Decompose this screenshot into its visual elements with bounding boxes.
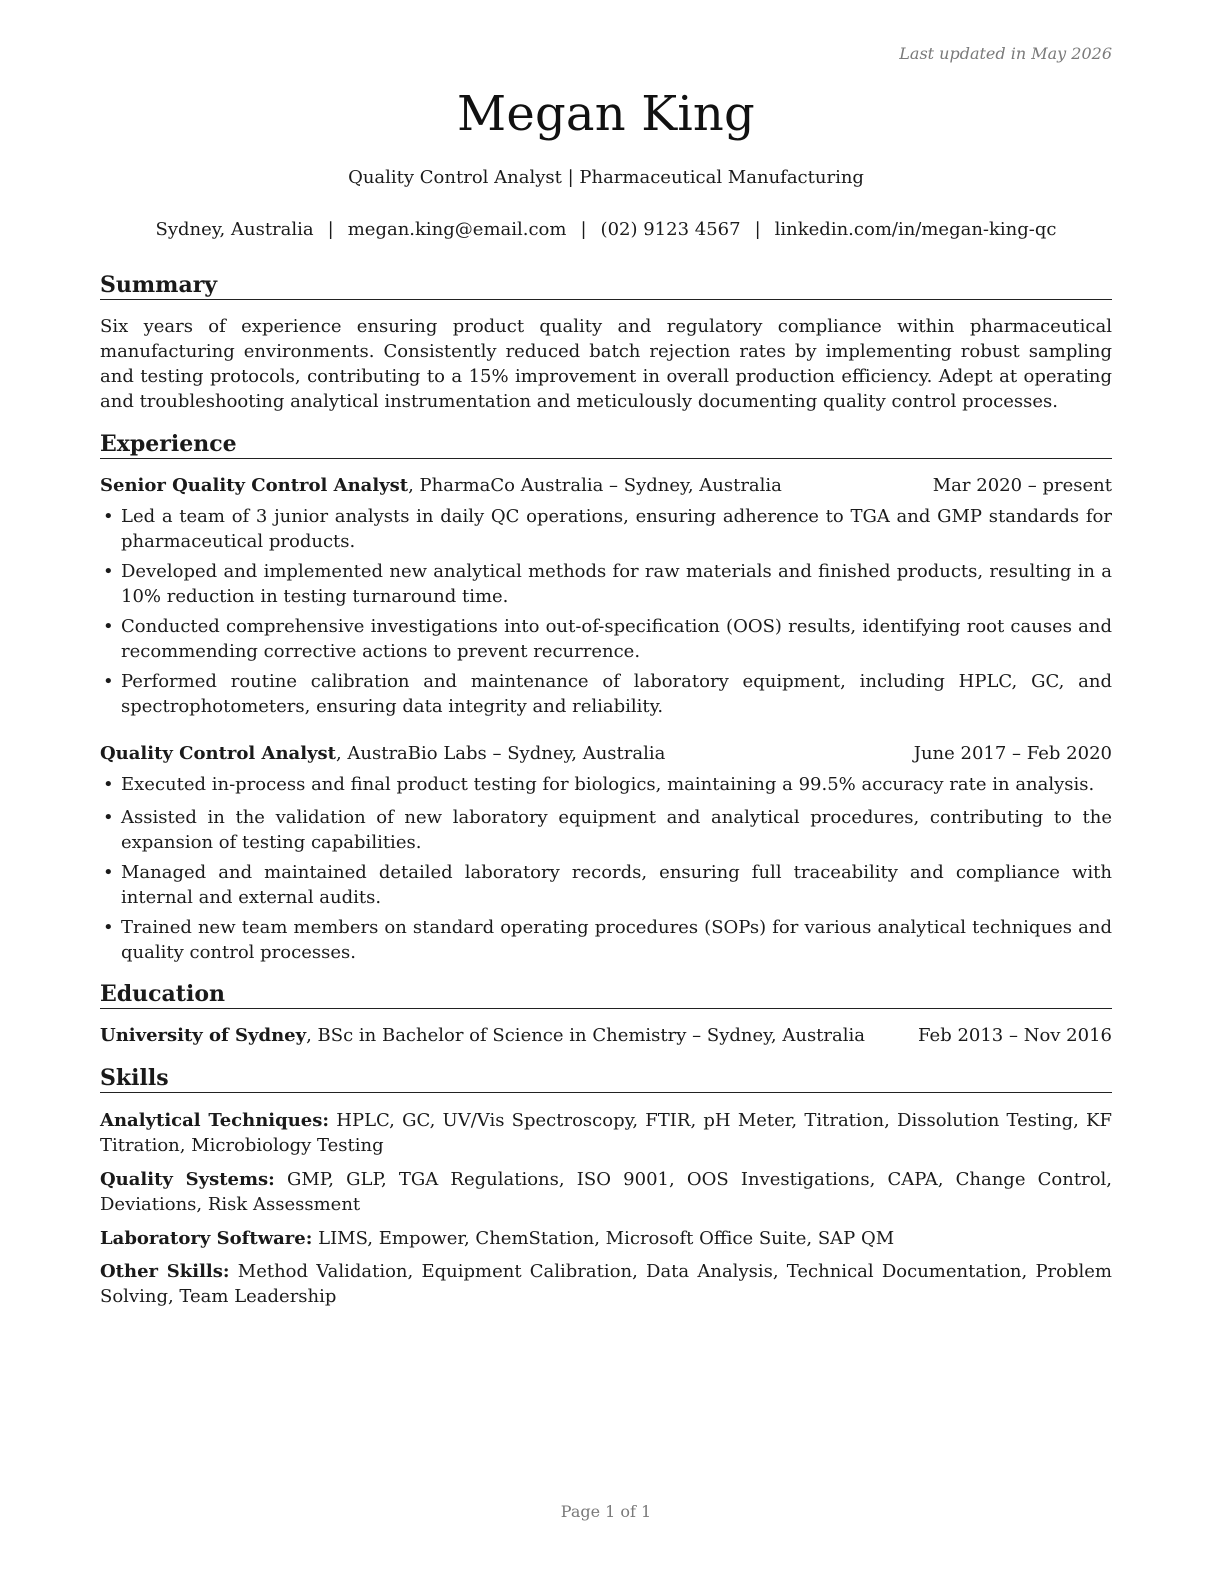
skill-values: HPLC, GC, UV/Vis Spectroscopy, FTIR, pH Meter, Titration, Dissolution Testing, KF Titration, Microbiology Testing <box>100 1110 1112 1156</box>
section-title-experience: Experience <box>100 431 1112 459</box>
job-dates: June 2017 – Feb 2020 <box>913 743 1112 764</box>
job-bullet <box>100 559 1112 609</box>
job-header <box>100 742 1112 766</box>
job-bullet-text: Managed and maintained detailed laboratory records, ensuring full traceability and compliance with internal and external audits. <box>121 862 1112 908</box>
bullet-glyph: • <box>103 671 114 692</box>
contact-separator: | <box>580 219 587 240</box>
job-employer-location: , AustraBio Labs – Sydney, Australia <box>335 743 666 764</box>
job-bullet-text: Assisted in the validation of new laboratory equipment and analytical procedures, contributing to the expansion of testing capabilities. <box>121 807 1112 853</box>
job-bullet <box>100 504 1112 554</box>
contact-line <box>100 219 1112 240</box>
bullet-glyph: • <box>103 807 114 828</box>
contact-separator: | <box>327 219 334 240</box>
job-bullet <box>100 805 1112 855</box>
job-employer-location: , PharmaCo Australia – Sydney, Australia <box>408 475 782 496</box>
job-bullet <box>100 915 1112 965</box>
section-title-summary: Summary <box>100 272 1112 300</box>
job-bullet-text: Conducted comprehensive investigations into out-of-specification (OOS) results, identifying root causes and recommending corrective actions to prevent recurrence. <box>121 616 1112 662</box>
job-role: Quality Control Analyst <box>100 743 336 764</box>
bullet-glyph: • <box>103 862 114 883</box>
contact-linkedin-link[interactable]: linkedin.com/in/megan-king-qc <box>774 219 1057 240</box>
skill-line <box>100 1167 1112 1217</box>
skill-values: LIMS, Empower, ChemStation, Microsoft Office Suite, SAP QM <box>312 1228 895 1249</box>
candidate-name: Megan King <box>457 86 755 142</box>
section-title-skills: Skills <box>100 1065 1112 1093</box>
contact-email-link[interactable]: megan.king@email.com <box>347 219 567 240</box>
skill-line <box>100 1108 1112 1158</box>
job-bullet-text: Led a team of 3 junior analysts in daily QC operations, ensuring adherence to TGA and GMP standards for pharmaceutical products. <box>121 506 1112 552</box>
job-bullet <box>100 614 1112 664</box>
bullet-glyph: • <box>103 774 114 795</box>
education-entry <box>100 1024 1112 1048</box>
skill-values: GMP, GLP, TGA Regulations, ISO 9001, OOS Investigations, CAPA, Change Control, Deviations, Risk Assessment <box>100 1169 1113 1215</box>
job-bullet-text: Trained new team members on standard operating procedures (SOPs) for various analytical techniques and quality control processes. <box>121 917 1112 963</box>
skill-category: Laboratory Software: <box>100 1228 313 1249</box>
last-updated-note: Last updated in May 2026 <box>899 44 1112 63</box>
skill-line <box>100 1226 1112 1251</box>
education-dates: Feb 2013 – Nov 2016 <box>918 1025 1112 1046</box>
resume-page <box>100 0 1112 1584</box>
contact-phone: (02) 9123 4567 <box>600 219 741 240</box>
job-role: Senior Quality Control Analyst <box>100 475 409 496</box>
education-school: University of Sydney <box>100 1025 307 1046</box>
job-bullet-text: Performed routine calibration and maintenance of laboratory equipment, including HPLC, GC, and spectrophotometers, ensuring data integrity and reliability. <box>121 671 1112 717</box>
section-title-education: Education <box>100 981 1112 1009</box>
job-bullet <box>100 860 1112 910</box>
bullet-glyph: • <box>103 917 114 938</box>
contact-location: Sydney, Australia <box>155 219 314 240</box>
education-degree-location: , BSc in Bachelor of Science in Chemistry – Sydney, Australia <box>306 1025 865 1046</box>
job-dates: Mar 2020 – present <box>932 475 1112 496</box>
bullet-glyph: • <box>103 561 114 582</box>
job-header <box>100 474 1112 498</box>
skill-category: Analytical Techniques: <box>100 1110 330 1131</box>
bullet-glyph: • <box>103 506 114 527</box>
skill-category: Other Skills: <box>100 1261 230 1282</box>
job-bullet-text: Executed in-process and final product testing for biologics, maintaining a 99.5% accuracy rate in analysis. <box>121 774 1095 795</box>
summary-text: Six years of experience ensuring product quality and regulatory compliance within pharmaceutical manufacturing environments. Consistently reduced batch rejection rates by implementing robust sampling and testing protocols, contributing to a 15% improvement in overall production efficiency. Adept at operating and troubleshooting analytical instrumentation and meticulously documenting quality control processes. <box>100 316 1112 412</box>
job-bullet-list <box>100 772 1112 965</box>
skill-line <box>100 1259 1112 1309</box>
skill-category: Quality Systems: <box>100 1169 275 1190</box>
job-bullet-text: Developed and implemented new analytical methods for raw materials and finished products, resulting in a 10% reduction in testing turnaround time. <box>121 561 1112 607</box>
contact-separator: | <box>754 219 761 240</box>
job-bullet <box>100 772 1112 797</box>
skill-values: Method Validation, Equipment Calibration, Data Analysis, Technical Documentation, Problem Solving, Team Leadership <box>100 1261 1112 1307</box>
job-bullet-list <box>100 504 1112 719</box>
candidate-tagline: Quality Control Analyst | Pharmaceutical Manufacturing <box>348 167 864 188</box>
bullet-glyph: • <box>103 616 114 637</box>
page-number: Page 1 of 1 <box>560 1502 652 1521</box>
job-bullet <box>100 669 1112 719</box>
